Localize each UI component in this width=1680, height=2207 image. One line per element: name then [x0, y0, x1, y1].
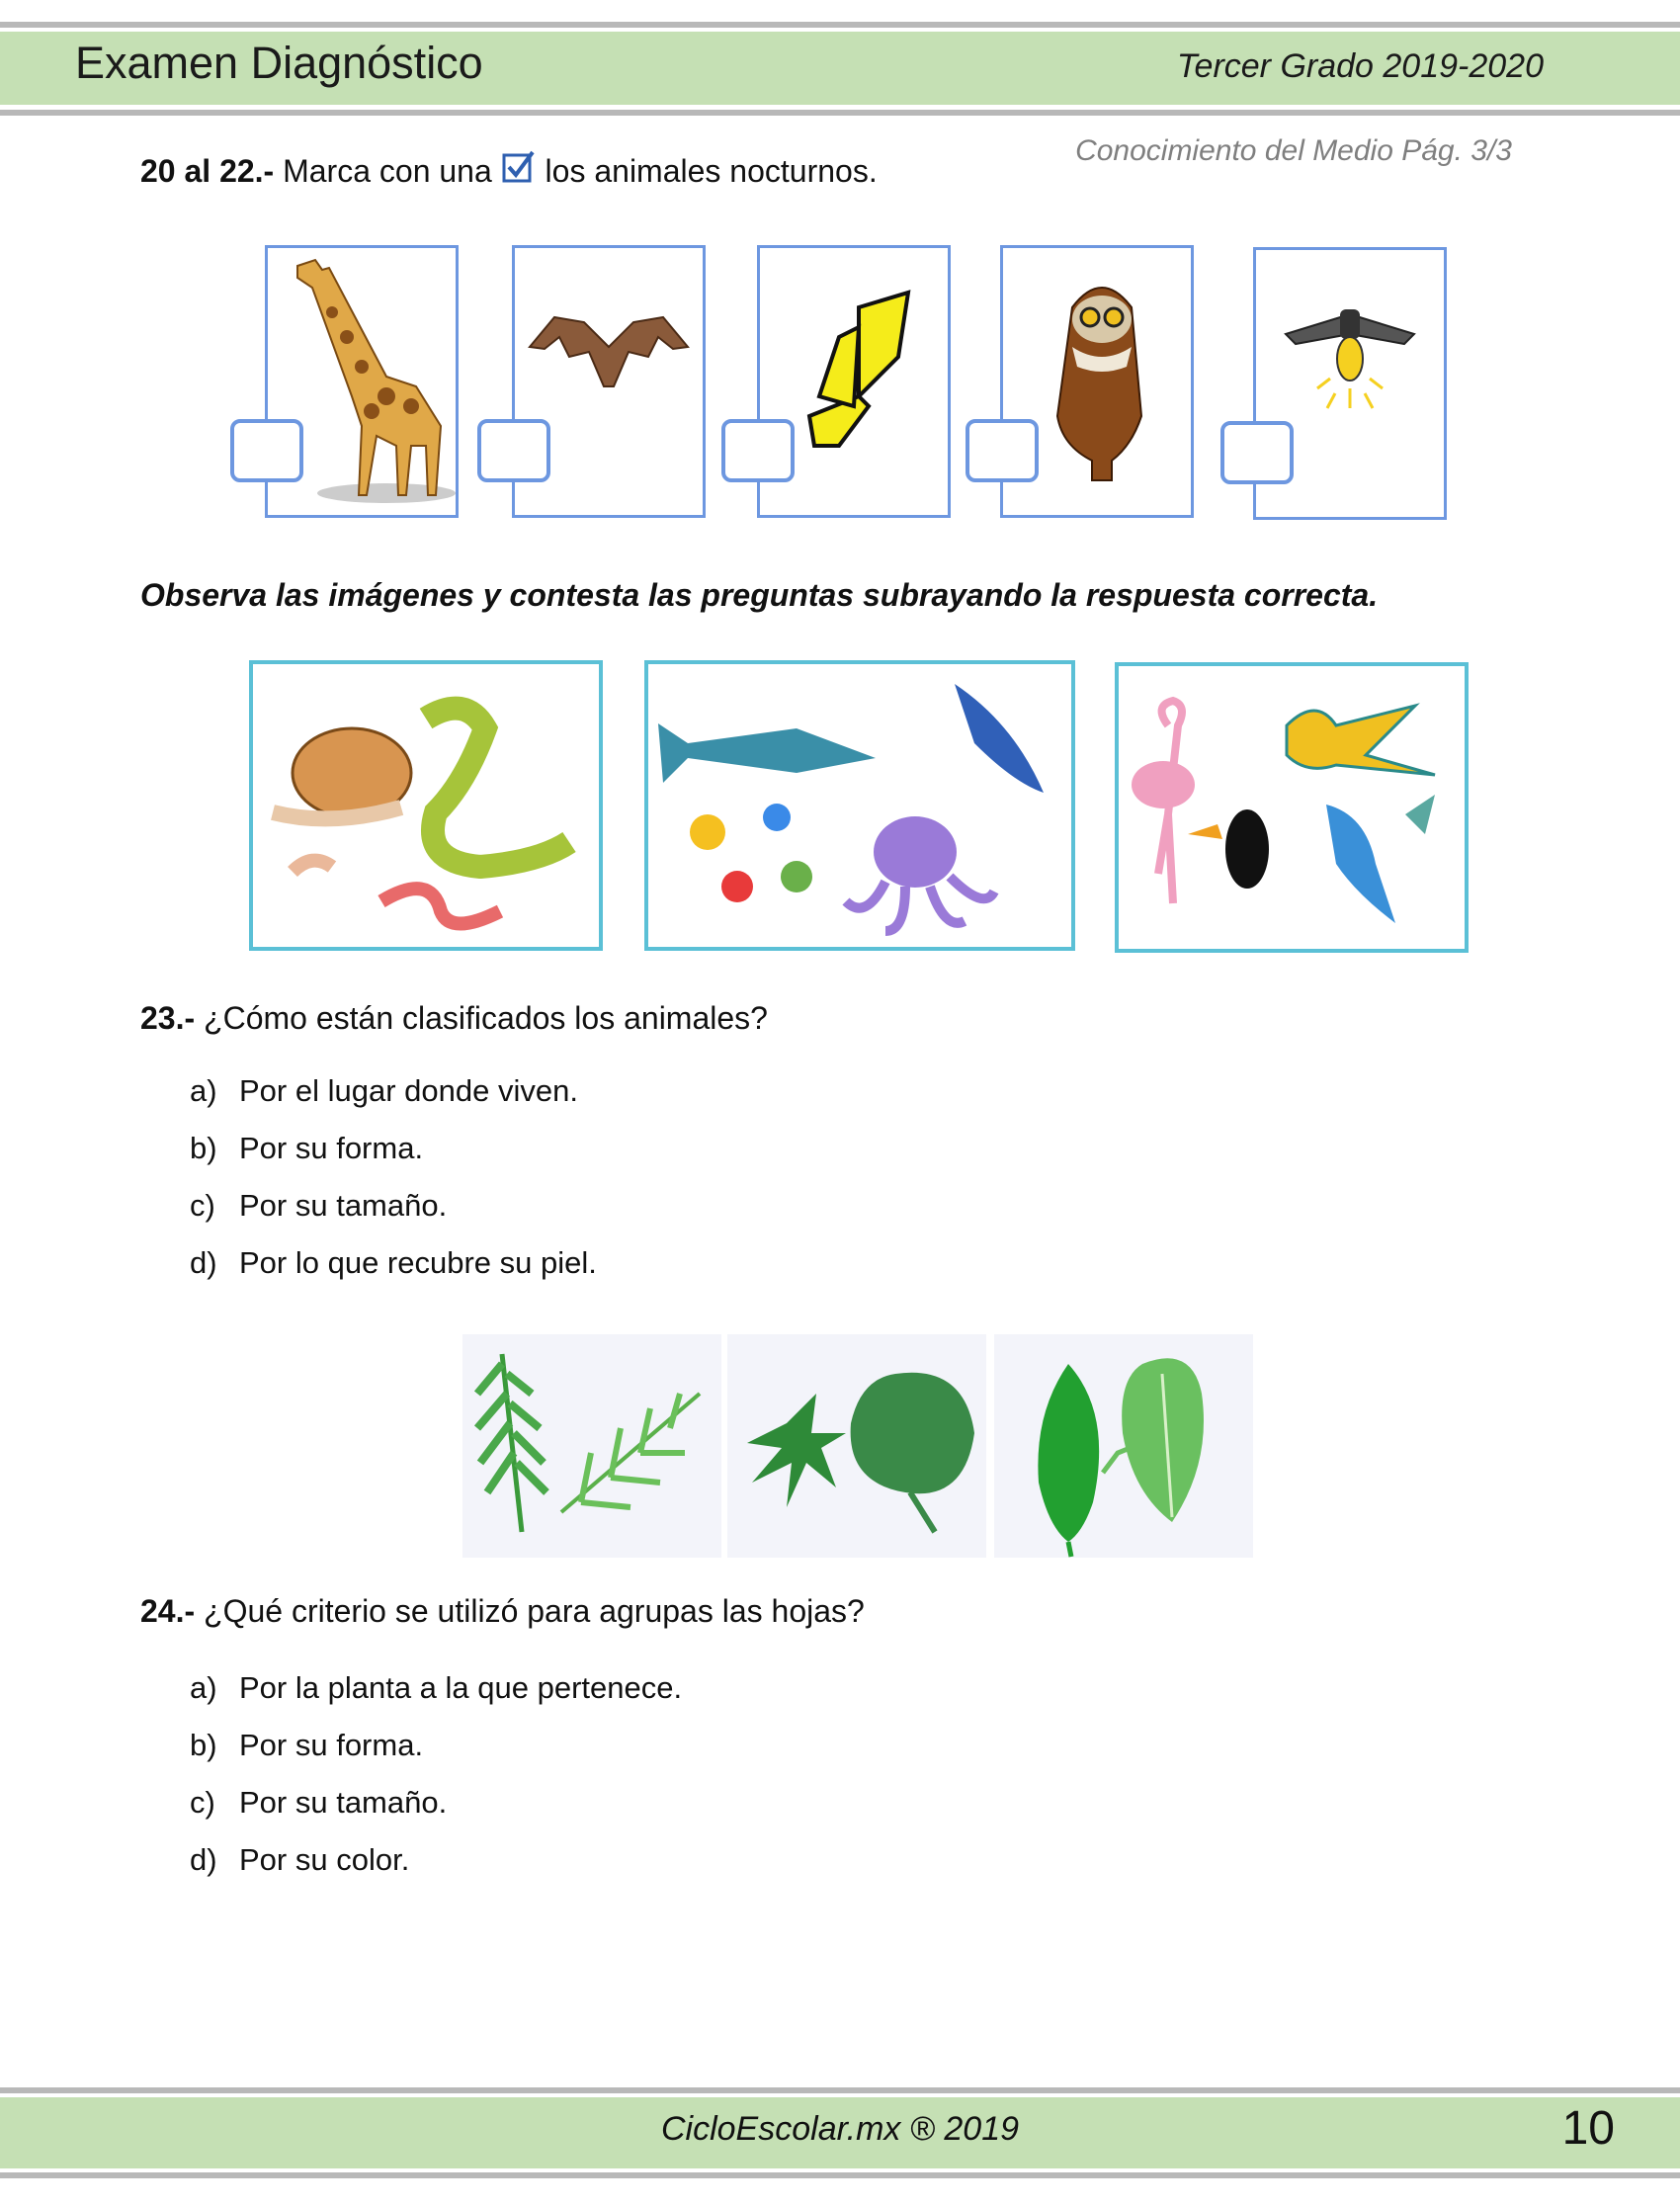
grade-label: Tercer Grado 2019-2020: [1176, 47, 1544, 85]
question-text: ¿Cómo están clasificados los animales?: [204, 1000, 768, 1036]
option-text: Por su forma.: [239, 1131, 424, 1165]
q24-option-d[interactable]: [190, 1842, 409, 1878]
image-palmate-leaves: [727, 1334, 986, 1558]
option-letter: a): [190, 1670, 217, 1705]
option-text: Por su forma.: [239, 1728, 424, 1762]
q23-option-d[interactable]: [190, 1245, 597, 1281]
option-letter: d): [190, 1842, 217, 1877]
q23-option-b[interactable]: [190, 1131, 423, 1166]
checkbox-firefly[interactable]: [1220, 421, 1294, 484]
image-sea-animals: [644, 660, 1075, 951]
image-fern-leaves: [462, 1334, 721, 1558]
page-number: 10: [1561, 2102, 1615, 2155]
question-number: 24.-: [140, 1593, 196, 1629]
option-text: Por lo que recubre su piel.: [239, 1245, 597, 1280]
checkmark-box-icon: [501, 150, 537, 186]
option-letter: c): [190, 1188, 215, 1223]
question-number: 23.-: [140, 1000, 196, 1036]
checkbox-butterfly[interactable]: [721, 419, 795, 482]
checkbox-giraffe[interactable]: [230, 419, 303, 482]
q23-option-c[interactable]: [190, 1188, 447, 1224]
option-letter: b): [190, 1728, 217, 1762]
option-text: Por su color.: [239, 1842, 410, 1877]
question-23: [140, 1000, 768, 1037]
footer-copyright: CicloEscolar.mx ® 2019: [660, 2110, 1020, 2148]
option-letter: c): [190, 1785, 215, 1820]
q24-option-a[interactable]: [190, 1670, 682, 1706]
image-land-animals: [249, 660, 603, 951]
image-birds: [1115, 662, 1469, 953]
snail-snake-worm-icon: [253, 664, 599, 947]
subject-label: Conocimiento del Medio Pág. 3/3: [1075, 134, 1512, 167]
question-24: [140, 1593, 865, 1630]
footer-bottom-rule: [0, 2172, 1680, 2178]
question-20-22: [140, 150, 878, 190]
question-number: 20 al 22.-: [140, 153, 275, 189]
instruction-text: Observa las imágenes y contesta las preguntas subrayando la respuesta correcta.: [140, 577, 1379, 613]
question-text: ¿Qué criterio se utilizó para agrupas las hojas?: [204, 1593, 865, 1629]
image-oval-leaves: [994, 1334, 1253, 1558]
page-title: Examen Diagnóstico: [75, 38, 483, 88]
fern-leaf-icon: [462, 1334, 721, 1558]
monstera-leaf-icon: [727, 1334, 986, 1558]
option-text: Por su tamaño.: [239, 1785, 448, 1820]
option-text: Por su tamaño.: [239, 1188, 448, 1223]
header-bottom-rule: [0, 110, 1680, 116]
option-text: Por la planta a la que pertenece.: [239, 1670, 683, 1705]
checkbox-owl[interactable]: [966, 419, 1039, 482]
option-letter: a): [190, 1073, 217, 1108]
q23-option-a[interactable]: [190, 1073, 578, 1109]
q24-option-b[interactable]: [190, 1728, 423, 1763]
question-text-after: los animales nocturnos.: [545, 153, 878, 189]
option-text: Por el lugar donde viven.: [239, 1073, 578, 1108]
header-top-rule: [0, 22, 1680, 28]
option-letter: b): [190, 1131, 217, 1165]
option-letter: d): [190, 1245, 217, 1280]
birds-icon: [1119, 666, 1465, 949]
checkbox-bat[interactable]: [477, 419, 550, 482]
oval-leaf-icon: [994, 1334, 1253, 1558]
footer-top-rule: [0, 2087, 1680, 2093]
question-text-before: Marca con una: [283, 153, 492, 189]
sea-animals-icon: [648, 664, 1071, 947]
q24-option-c[interactable]: [190, 1785, 447, 1821]
